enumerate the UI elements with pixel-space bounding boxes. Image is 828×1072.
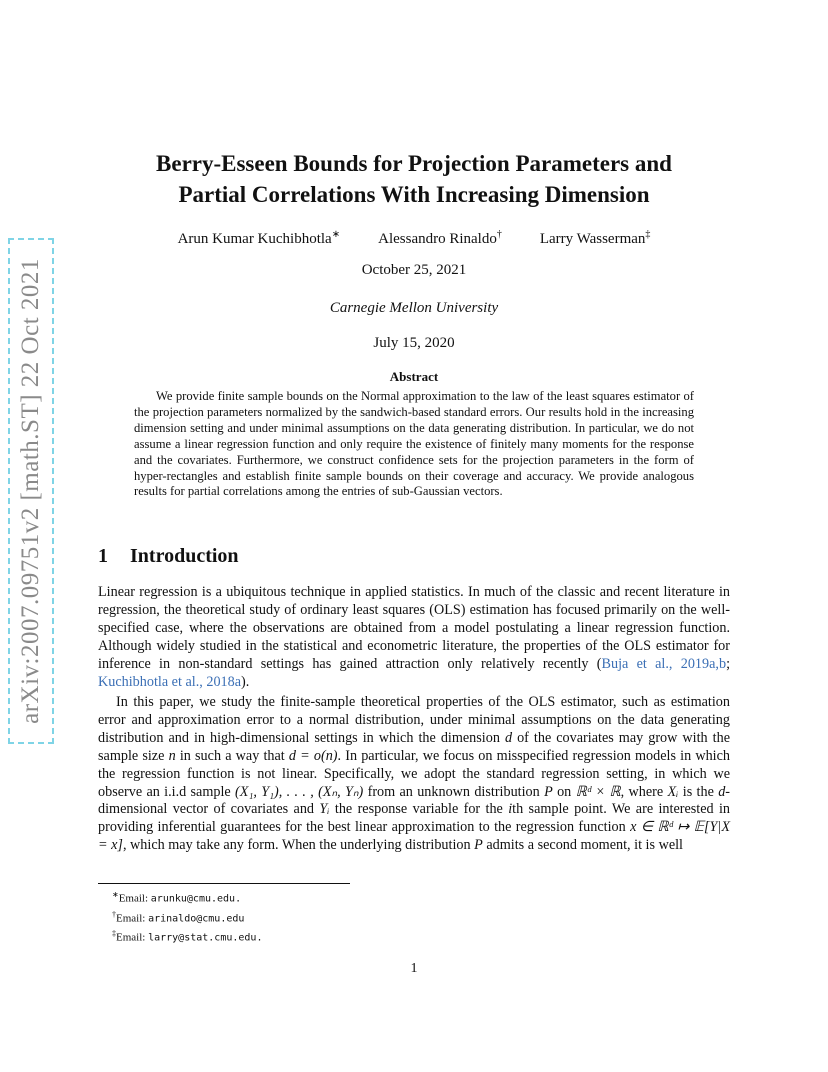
math-expression: ℝᵈ × ℝ [575,783,621,800]
footnote: †Email: arinaldo@cmu.edu [112,909,245,925]
author: Larry Wasserman‡ [539,229,651,247]
math-expression: (X₁, Y₁), . . . , (Xₙ, Yₙ) [235,783,364,800]
email-address[interactable]: arinaldo@cmu.edu [148,913,245,925]
title-line-1: Berry-Esseen Bounds for Projection Parameters and [156,151,672,176]
abstract-heading: Abstract [389,369,439,384]
email-address[interactable]: arunku@cmu.edu. [150,893,242,905]
footnote: ‡Email: larry@stat.cmu.edu. [112,929,263,944]
author-list [98,229,730,248]
paper-title [98,148,730,210]
author: Alessandro Rinaldo† [378,229,502,247]
version-date: October 25, 2021 [361,262,467,278]
original-date: July 15, 2020 [373,335,455,351]
citation-link[interactable]: Kuchibhotla et al., 2018a [98,673,242,690]
section-number: 1 [98,545,108,567]
author-footnote-mark[interactable]: ∗ [331,229,341,240]
arxiv-identifier: arXiv:2007.09751v2 [math.ST] 22 Oct 2021 [17,258,44,724]
paragraph-2: In this paper, we study the finite-sample theoretical properties of the OLS estimator, such as estimation error and approximation error to a normal distribution, under minimal assumptions on the data generating distribution and in high-dimensional settings in which the dimension d of the covariates may grow with the sample size n in such a way that d = o(n). In particular, we focus on misspecified regression models in which the regression function is not linear. Specifically, we adopt the standard regression setting, in which we observe an i.i.d sample (X₁, Y₁), . . . , (Xₙ, Yₙ) from an unknown distribution P on ℝᵈ × ℝ, where Xᵢ is the d-dimensional vector of covariates and Yᵢ the response variable for the ith sample point. We are interested in providing inferential guarantees for the best linear approximation to the regression function x ∈ ℝᵈ ↦ 𝔼[Y|X = x], which may take any form. When the underlying distribution P admits a second moment, it is well [98,694,731,854]
section-title: Introduction [130,545,239,567]
math-expression: x ∈ ℝᵈ ↦ 𝔼[Y|X = x] [98,819,730,854]
footnote: ∗Email: arunku@cmu.edu. [112,890,242,905]
email-address[interactable]: larry@stat.cmu.edu. [148,932,263,944]
affiliation: Carnegie Mellon University [329,300,499,316]
arxiv-stamp [8,238,54,744]
author: Arun Kumar Kuchibhotla∗ [177,229,341,247]
math-expression: d = o(n) [288,747,338,764]
section-heading [98,545,239,568]
footnotes [112,887,262,946]
author-footnote-mark[interactable]: † [496,229,502,240]
abstract-text: We provide finite sample bounds on the Normal approximation to the law of the least squares estimator of the projection parameters normalized by the sandwich-based standard errors. Our results hold in the increasing dimension setting and under minimal assumptions on the data generating distribution. In particular, we do not assume a linear regression function and only require the existence of finitely many moments for the response and the covariates. Furthermore, we construct confidence sets for the projection parameters in the form of hyper-rectangles and establish finite sample bounds on their coverage and accuracy. We provide analogous results for partial correlations among the entries of sub-Gaussian vectors. [134,389,694,499]
footnote-divider [98,883,350,884]
author-footnote-mark[interactable]: ‡ [645,229,651,240]
paragraph-1: Linear regression is a ubiquitous technique in applied statistics. In much of the classic and recent literature in regression, the theoretical study of ordinary least squares (OLS) estimation has focused primarily on the well-specified case, where the observations are obtained from a model postulating a linear regression function. Although widely studied in the statistical and econometric literature, the properties of the OLS estimator for inference in non-standard settings has gained attraction only relatively recently (Buja et al., 2019a,b; Kuchibhotla et al., 2018a). [98,584,731,690]
citation-link[interactable]: Buja et al., 2019a,b [601,655,727,672]
page-number: 1 [410,961,418,976]
title-line-2: Partial Correlations With Increasing Dimension [178,182,650,207]
